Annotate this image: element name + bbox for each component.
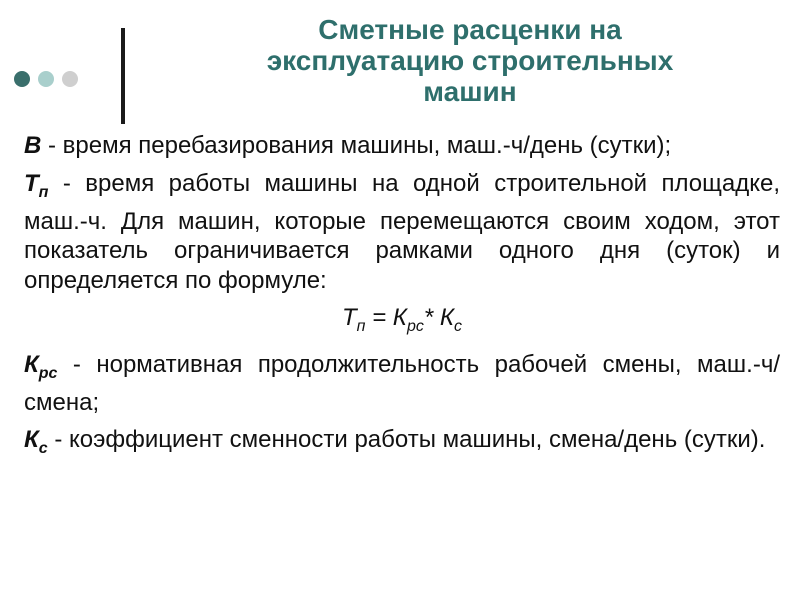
definition-text: - нормативная продолжительность рабочей смены, маш.-ч/смена;: [24, 350, 780, 416]
symbol-krs: $К_{рс}$: [24, 350, 58, 382]
formula: $Т_п = К_{рс}*$ $К_с$: [341, 304, 463, 336]
definition-text: - время работы машины на одной строительной площадке, маш.-ч. Для машин, которые перемещаются своим ходом, этот показатель ограничивается рамками одного дня (суток) и определяется по формуле:: [24, 169, 780, 294]
title-line: машин: [423, 76, 517, 107]
slide-body: [24, 131, 780, 472]
title-line: Сметные расценки на: [318, 14, 622, 45]
definition-krs: [24, 350, 780, 418]
definition-b: [24, 131, 780, 161]
dot-dark: [14, 71, 30, 87]
definition-kc: [24, 425, 780, 463]
dot-gray: [62, 71, 78, 87]
definition-text: - коэффициент сменности работы машины, смена/день (сутки).: [47, 426, 766, 454]
definition-tp: [24, 169, 780, 296]
symbol-tp: $Т_п$: [24, 169, 49, 201]
symbol-b: В: [24, 132, 42, 159]
bullet-dots: [14, 71, 78, 87]
dot-light: [38, 71, 54, 87]
vertical-divider: [121, 28, 125, 124]
symbol-kc: $К_с$: [24, 426, 48, 458]
title-line: эксплуатацию строительных: [266, 45, 674, 76]
definition-text: - время перебазирования машины, маш.-ч/день (сутки);: [41, 132, 672, 159]
slide-title: [140, 14, 800, 107]
